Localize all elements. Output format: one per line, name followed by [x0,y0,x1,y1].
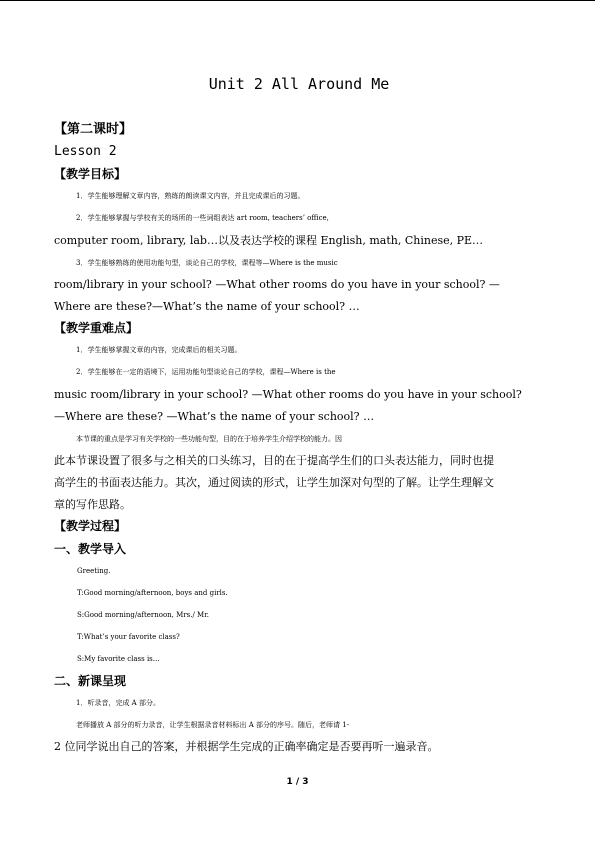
summary-line-4: 章的写作思路。 [54,498,131,511]
period-heading: 【第二课时】 [54,122,133,137]
page-number: 1 / 3 [286,777,309,787]
section-2-heading: 二、新课呈现 [54,674,127,688]
key-point-1: 1．学生能够掌握文章的内容，完成课后的相关习题。 [76,346,242,354]
greeting-line: Greeting. [77,567,111,575]
key-point-2-line-2: music room/library in your school? —What other rooms do you have in your school? [54,388,522,401]
dialogue-line-2: S:Good morning/afternoon, Mrs./ Mr. [77,611,210,619]
section-1-heading: 一、教学导入 [54,542,127,556]
step-1-text-line-1: 老师播放 A 部分的听力录音，让学生根据录音材料标出 A 部分的序号。随后，老师请 1- [76,721,350,729]
goal-1: 1．学生能够理解文章内容，熟练的朗读课文内容，并且完成课后的习题。 [76,192,305,200]
step-1: 1．听录音，完成 A 部分。 [76,699,160,707]
goal-3-line-1: 3．学生能够熟练的使用功能句型，谈论自己的学校，课程等—Where is the music [76,259,338,267]
goal-3-line-3: Where are these?—What’s the name of your school? … [54,300,360,313]
header-rule [0,0,595,1]
goal-3-line-2: room/library in your school? —What other rooms do you have in your school? — [54,278,500,291]
document-title: Unit 2 All Around Me [208,75,390,93]
process-heading: 【教学过程】 [54,519,127,533]
summary-line-3: 高学生的书面表达能力。其次，通过阅读的形式，让学生加深对句型的了解。让学生理解文 [54,476,494,489]
dialogue-line-1: T:Good morning/afternoon, boys and girls. [77,589,228,597]
dialogue-line-3: T:What’s your favorite class? [77,633,180,641]
summary-line-2: 此本节课设置了很多与之相关的口头练习，目的在于提高学生们的口头表达能力，同时也提 [54,454,494,467]
summary-line-1: 本节课的重点是学习有关学校的一些功能句型，目的在于培养学生介绍学校的能力。因 [76,435,342,443]
goals-heading: 【教学目标】 [54,167,127,181]
key-points-heading: 【教学重难点】 [54,321,139,335]
goal-2-line-1: 2．学生能够掌握与学校有关的场所的一些词组表达 art room, teachers’ office, [76,214,329,222]
key-point-2-line-3: —Where are these? —What’s the name of your school? … [54,410,375,423]
lesson-label: Lesson 2 [54,144,117,159]
goal-2-line-2: computer room, library, lab…以及表达学校的课程 English, math, Chinese, PE… [54,234,484,247]
dialogue-line-4: S:My favorite class is… [77,655,160,663]
key-point-2-line-1: 2．学生能够在一定的语境下，运用功能句型谈论自己的学校，课程—Where is the [76,368,336,376]
step-1-text-line-2: 2 位同学说出自己的答案，并根据学生完成的正确率确定是否要再听一遍录音。 [54,740,439,753]
